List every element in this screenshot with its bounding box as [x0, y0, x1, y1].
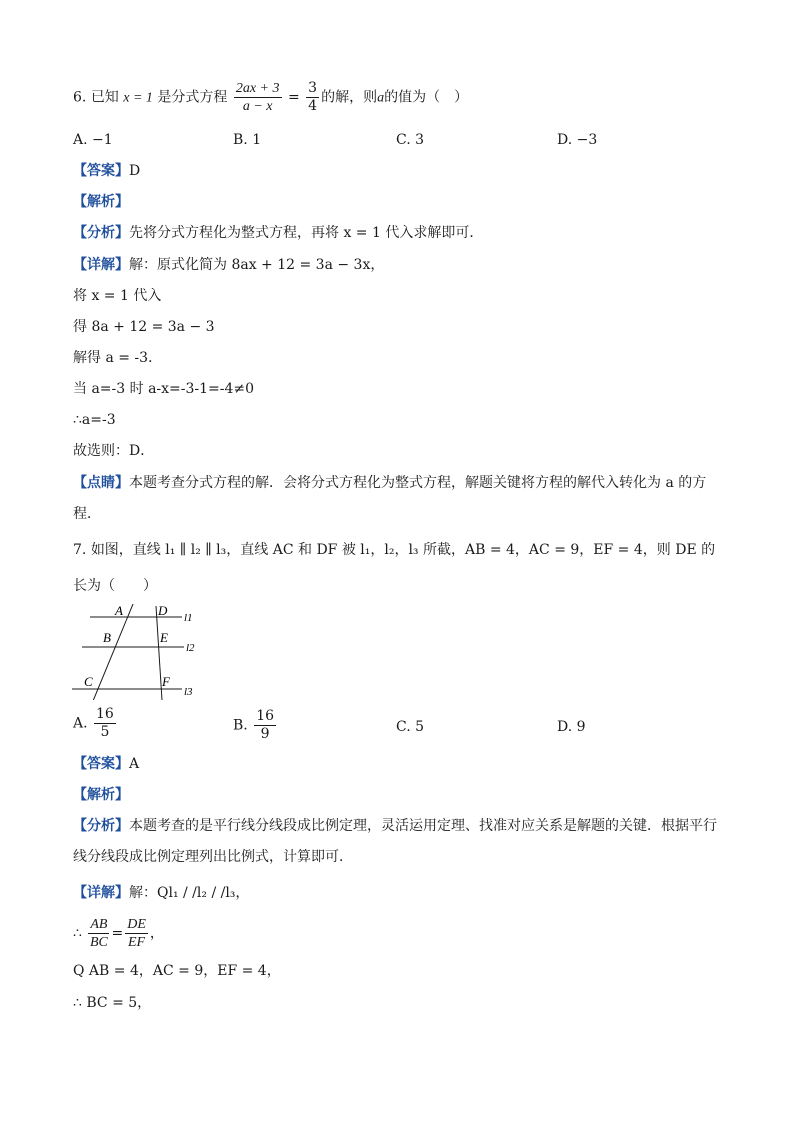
q6-detail-line7: 故选则：D． [73, 443, 155, 459]
q7-stem-line2: 长为（ ） [73, 578, 157, 594]
q7-parallel-lines-figure [70, 604, 210, 700]
q6-detail-line6: ∴a=-3 [73, 412, 116, 428]
q7-fenxi-line1: 【分析】本题考查的是平行线分线段成比例定理，灵活运用定理、找准对应关系是解题的关键．根据平行 [73, 818, 717, 834]
q6-detail-line5: 当 a=-3 时 a-x=-3-1=-4≠0 [73, 381, 255, 397]
q6-answer: 【答案】D [73, 163, 141, 179]
q6-detail-line2: 将 x = 1 代入 [73, 288, 162, 304]
line-ac [93, 604, 133, 700]
label-l1: l1 [184, 612, 193, 624]
label-d: D [158, 604, 168, 618]
q7-detail-line1: 【详解】解：Ql₁ / /l₂ / /l₃， [73, 885, 250, 901]
q6-dianjing-line2: 程． [73, 506, 101, 522]
q6-option-d: D. −3 [557, 132, 598, 148]
q6-option-c: C. 3 [396, 132, 425, 148]
q6-option-a: A. −1 [73, 132, 113, 148]
q7-stem-line1: 7. 如图，直线 l₁ ∥ l₂ ∥ l₃，直线 AC 和 DF 被 l₁，l₂，l₃ 所截，AB = 4，AC = 9，EF = 4，则 DE 的 [73, 542, 716, 558]
label-c: C [84, 674, 93, 689]
q6-fenxi: 【分析】先将分式方程化为整式方程，再将 x = 1 代入求解即可． [73, 225, 484, 241]
q7-detail-line3: Q AB = 4，AC = 9，EF = 4， [73, 963, 281, 979]
q7-option-d: D. 9 [557, 719, 586, 735]
q6-detail-line3: 得 8a + 12 = 3a − 3 [73, 319, 215, 335]
label-f: F [162, 674, 170, 689]
q7-answer: 【答案】A [73, 756, 140, 772]
q6-option-b: B. 1 [233, 132, 262, 148]
q7-ratio-equation: ∴ $\frac{AB}{BC}$ = $\frac{DE}{EF}$ ， [73, 917, 164, 950]
q7-fenxi-line2: 线分线段成比例定理列出比例式，计算即可． [73, 849, 353, 865]
q6-detail-line1: 【详解】解：原式化简为 8ax + 12 = 3a − 3x， [73, 257, 385, 273]
q6-dianjing-line1: 【点睛】本题考查分式方程的解．会将分式方程化为整式方程，解题关键将方程的解代入转化为 a 的方 [73, 475, 707, 491]
q6-stem: 6. 已知 x = 1 是分式方程 $\frac{2ax + 3}{a - x}$ = $\frac{3}{4}$ 的解，则a的值为（ ） [73, 80, 469, 114]
q7-option-c: C. 5 [396, 719, 425, 735]
label-e: E [160, 630, 168, 645]
q6-fraction-right: $\frac{3}{4}$ [308, 80, 318, 114]
q7-option-a: A. $\frac{16}{5}$ [73, 706, 114, 740]
q7-detail-line4: ∴ BC = 5， [73, 995, 152, 1011]
q6-detail-line4: 解得 a = -3． [73, 350, 163, 366]
q6-analysis-heading: 【解析】 [73, 194, 129, 210]
label-a: A [115, 604, 123, 618]
label-b: B [103, 630, 111, 645]
label-l2: l2 [186, 642, 195, 654]
label-l3: l3 [184, 686, 193, 698]
q6-fraction-left: $\frac{2ax + 3}{a - x}$ [235, 81, 280, 114]
q7-analysis-heading: 【解析】 [73, 787, 129, 803]
q7-option-b: B. $\frac{16}{9}$ [233, 708, 275, 742]
